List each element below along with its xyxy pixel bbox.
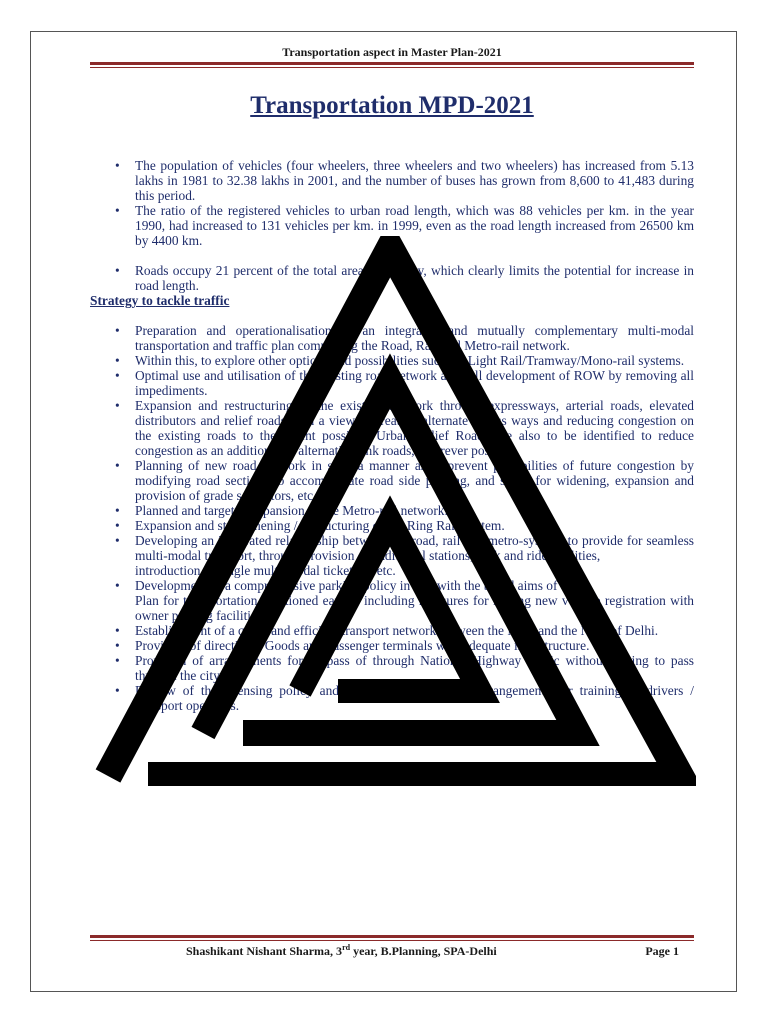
- list-item: • Roads occupy 21 percent of the total area of the city, which clearly limits the potential for increase in road length.: [90, 263, 694, 293]
- list-item: • Within this, to explore other options and possibilities such as, Light Rail/Tramway/Mono-rail systems.: [90, 353, 694, 368]
- intro-list-2: [90, 263, 694, 293]
- running-header: Transportation aspect in Master Plan-2021: [282, 45, 502, 59]
- page-number: Page 1: [645, 944, 679, 958]
- list-item-continuation: Plan for transportation mentioned earlier, including measures for linking new vehicle registration with owner parking facilities: [135, 593, 694, 623]
- list-item: • The ratio of the registered vehicles to urban road length, which was 88 vehicles per km. in the year 1990, had increased to 131 vehicles per km. in 1999, even as the road length increased from 26500 km by 4400 km.: [90, 203, 694, 248]
- footer-rule-thin: [90, 940, 694, 941]
- list-item: • Expansion and restructuring of the existing network through expressways, arterial roads, elevated distributors and relief roads with a view to creating alternate access ways and reducing congestion on the existing roads to the extent possible. Urban Relief Roads are also to be identified to reduce congestion as an additional or alternative link roads, wherever possible.: [90, 398, 694, 458]
- list-item: • Planned and targeted expansion of the Metro-rail network.: [90, 503, 694, 518]
- list-item: • The population of vehicles (four wheelers, three wheelers and two wheelers) has increased from 5.13 lakhs in 1981 to 32.38 lakhs in 2001, and the number of buses has grown from 8,600 to 41,483 during this period.: [90, 158, 694, 203]
- intro-list: [90, 158, 694, 248]
- footer-author: Shashikant Nishant Sharma, 3rd year, B.Planning, SPA-Delhi: [186, 943, 497, 958]
- strategy-list: [90, 323, 694, 713]
- footer-rule-thick: [90, 935, 694, 938]
- header-rule-thick: [90, 62, 694, 65]
- list-item: • Expansion and strengthening / restructuring of the Ring Rail System.: [90, 518, 694, 533]
- list-item-continuation: introduction of single multi-modal ticketing, etc.: [135, 563, 396, 578]
- section-heading: Strategy to tackle traffic: [90, 293, 230, 308]
- list-item: • Development of a comprehensive parking policy in line with the broad aims of the: [90, 578, 694, 593]
- document-title: Transportation MPD-2021: [250, 92, 534, 119]
- list-item: • Provision of arrangements for by-pass of through National Highway traffic without having to pass through the city: [90, 653, 694, 683]
- list-item: • Provision of directional Goods and Passenger terminals with adequate infrastructure.: [90, 638, 694, 653]
- list-item: • Review of the licensing policy and systems, and effective arrangements for training of drivers / transport operators.: [90, 683, 694, 713]
- list-item: • Preparation and operationalisation of an integrated and mutually complementary multi-modal transportation and traffic plan comprising the Road, Rail and Metro-rail network.: [90, 323, 694, 353]
- list-item: • Developing an integrated relationship between the road, rail and metro-system, to provide for seamless multi-modal transport, through provision of additional stations, park and ride facilities,: [90, 533, 694, 563]
- document-body: [90, 158, 694, 713]
- list-item: • Establishment of a quick and efficient transport network between the NCR and the NCT of Delhi.: [90, 623, 694, 638]
- header-rule-thin: [90, 67, 694, 68]
- list-item: • Optimal use and utilisation of the existing road network and full development of ROW by removing all impediments.: [90, 368, 694, 398]
- list-item: • Planning of new road network in such a manner as to prevent possibilities of future congestion by modifying road sections to accommodate road side parking, and space for widening, expansion and provision of grade separators, etc.: [90, 458, 694, 503]
